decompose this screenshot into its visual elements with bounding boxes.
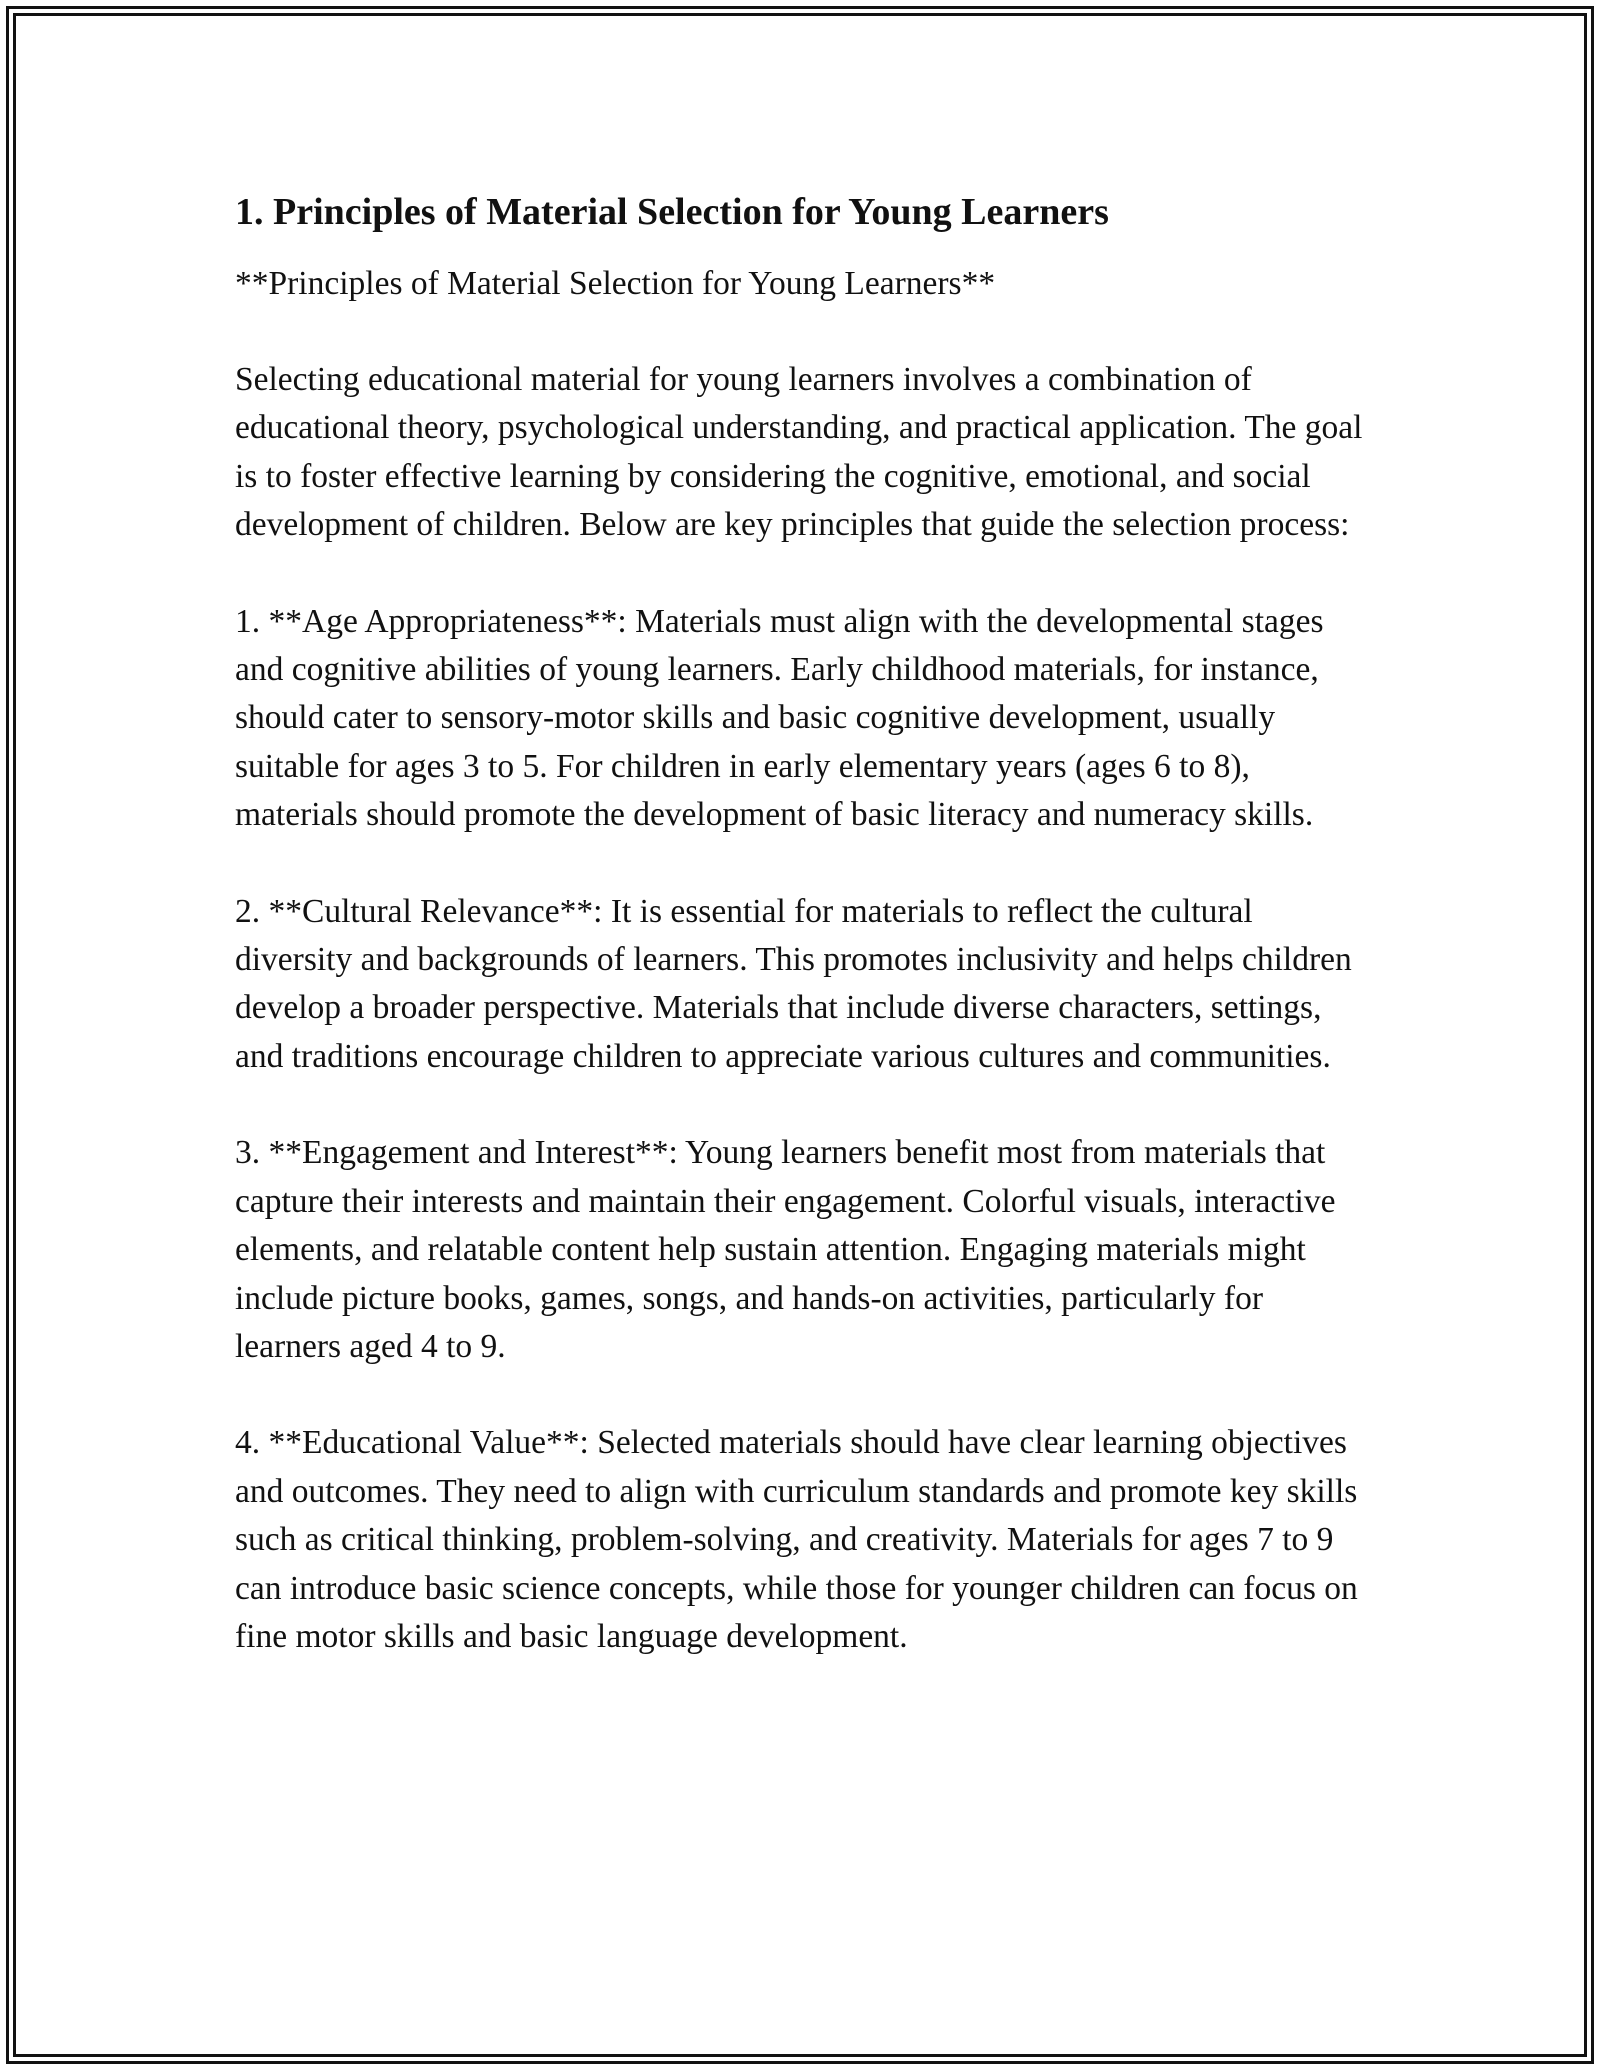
- section-subtitle: **Principles of Material Selection for Young Learners**: [235, 265, 996, 302]
- principle-engagement-interest: 3. **Engagement and Interest**: Young learners benefit most from materials that capture their interests and maintain their engagement. Colorful visuals, interactive elements, and relatable content help sustain attention. Engaging materials might include picture books, games, songs, and hands-on activities, particularly for learners aged 4 to 9.: [235, 1134, 1336, 1365]
- intro-paragraph: Selecting educational material for young learners involves a combination of educational theory, psychological understanding, and practical application. The goal is to foster effective learning by considering the cognitive, emotional, and social development of children. Below are key principles that guide the selection process:: [235, 361, 1363, 544]
- document-body: [235, 186, 1370, 1709]
- principle-cultural-relevance: 2. **Cultural Relevance**: It is essential for materials to reflect the cultural diversity and backgrounds of learners. This promotes inclusivity and helps children develop a broader perspective. Materials that include diverse characters, settings, and traditions encourage children to appreciate various cultures and communities.: [235, 892, 1352, 1075]
- section-title: 1. Principles of Material Selection for Young Learners: [235, 191, 1109, 233]
- principle-age-appropriateness: 1. **Age Appropriateness**: Materials must align with the developmental stages and cognitive abilities of young learners. Early childhood materials, for instance, should cater to sensory-motor skills and basic cognitive development, usually suitable for ages 3 to 5. For children in early elementary years (ages 6 to 8), materials should promote the development of basic literacy and numeracy skills.: [235, 602, 1324, 834]
- principle-educational-value: 4. **Educational Value**: Selected materials should have clear learning objectives and outcomes. They need to align with curriculum standards and promote key skills such as critical thinking, problem-solving, and creativity. Materials for ages 7 to 9 can introduce basic science concepts, while those for younger children can focus on fine motor skills and basic language development.: [235, 1424, 1358, 1655]
